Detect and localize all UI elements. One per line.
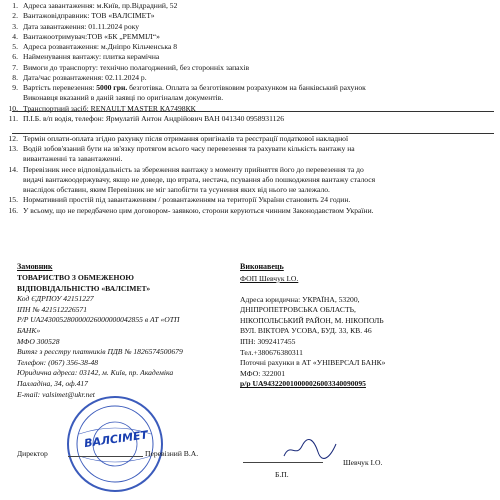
signature-line bbox=[243, 462, 323, 463]
contractor-address: НІКОПОЛЬСЬКИЙ РАЙОН, М. НІКОПОЛЬ bbox=[240, 315, 384, 325]
director-name: Перевізний В.А. bbox=[145, 449, 199, 458]
list-item: 12. Термін оплати-оплата згідно рахунку після отримання оригіналів та реєстрації податкової накладної bbox=[8, 134, 349, 143]
list-item: 16. У всьому, що не передбачено цим договором- заявкою, сторони керуються чинним Законодавством України. bbox=[8, 205, 374, 215]
list-item: 11. П.І.Б. в/п водія, телефон: Ярмулатій Антон Андрійович ВАН 041340 0958931126 bbox=[8, 113, 284, 123]
contractor-name: ФОП Шевчук І.О. bbox=[240, 274, 299, 283]
terms-list-top bbox=[6, 1, 494, 124]
contractor-ipn: ІПН: 3092417455 bbox=[240, 336, 296, 346]
list-item-continuation: видачі вантажоодержувачу, якщо не доведе, що втрата, нестача, псування або пошкодження вантажу сталося bbox=[23, 174, 376, 184]
list-item-continuation: Виконавця вказаний в даній заявці по оригіналам документів. bbox=[23, 93, 224, 103]
contractor-signer: Шевчук І.О. bbox=[343, 458, 383, 467]
customer-ipn: ІПН № 421512226571 bbox=[17, 304, 88, 314]
list-item: 13. Водій зобов'язаний бути на зв'язку протягом всього часу перевезення та рахувати кількість вантажу на bbox=[8, 144, 355, 154]
customer-vat: Витяг з реєстру платників ПДВ № 1826574500679 bbox=[17, 347, 183, 357]
signature-icon bbox=[280, 436, 340, 462]
list-item: 4. Вантажоотримувач:ТОВ «БК „РЕММІЛ“» bbox=[12, 31, 160, 41]
contractor-address: Адреса юридична: УКРАЇНА, 53200, bbox=[240, 294, 360, 304]
customer-heading: Замовник bbox=[17, 262, 53, 271]
list-item: 14. Перевізник несе відповідальність за збереження вантажу з моменту прийняття його до перевезення та до bbox=[8, 164, 364, 174]
contractor-address: ВУЛ. ВІКТОРА УСОВА, БУД. 33, КВ. 46 bbox=[240, 326, 372, 336]
list-item-continuation: вивантаженні та завантаженні. bbox=[23, 154, 123, 164]
contractor-account: р/р UA943220010000026003340090095 bbox=[240, 379, 366, 389]
director-label: Директор bbox=[17, 449, 48, 458]
customer-mfo: МФО 300528 bbox=[17, 336, 60, 346]
list-item: 15. Нормативний простій під завантаженням / розвантаженням на території України становить 24 годин. bbox=[8, 195, 351, 205]
customer-address-cont: Палладіна, 34, оф.417 bbox=[17, 378, 88, 388]
customer-name-line1: ТОВАРИСТВО З ОБМЕЖЕНОЮ bbox=[17, 273, 134, 282]
contractor-mfo: МФО: 322001 bbox=[240, 368, 286, 378]
list-item: 7. Вимоги до транспорту: технічно полагоджений, без сторонніх запахів bbox=[12, 62, 250, 72]
customer-name-line2: ВІДПОВІДАЛЬНІСТЮ «ВАЛСІМЕТ» bbox=[17, 283, 151, 293]
list-item: 2. Вантажовідправник: ТОВ «ВАЛСІМЕТ» bbox=[12, 11, 155, 21]
customer-email: E-mail: valsimet@ukr.net bbox=[17, 389, 95, 399]
list-item: 6. Найменування вантажу: плитка керамічна bbox=[12, 52, 160, 62]
stamp-text: ВАЛСІМЕТ bbox=[83, 428, 149, 451]
contractor-details bbox=[240, 274, 492, 390]
contractor-account-label: Поточні рахунки в АТ «УНІВЕРСАЛ БАНК» bbox=[240, 358, 386, 368]
contractor-phone: Тел.+380676380311 bbox=[240, 347, 303, 357]
signature-line bbox=[68, 456, 143, 457]
list-item: 9. Вартість перевезення: 5000 грн. безготівка. Оплата за безготівковим розрахунком на банківський рахунок bbox=[12, 83, 366, 92]
customer-account: Р/Р UA243005280000026000000042855 в АТ «ОТП bbox=[17, 315, 180, 325]
customer-account-bank: БАНК» bbox=[17, 325, 41, 335]
list-item: 8. Дата/час розвантаження: 02.11.2024 р. bbox=[12, 72, 147, 82]
list-item-continuation: внаслідок обставин, яким Перевізник не міг запобігти та усунення яких від нього не залежало. bbox=[23, 185, 330, 195]
customer-phone: Телефон: (067) 356-38-48 bbox=[17, 357, 99, 367]
divider bbox=[12, 111, 494, 112]
customer-details bbox=[17, 273, 225, 400]
list-item: 1. Адреса завантаження: м.Київ, пр.Відрадний, 52 bbox=[12, 1, 178, 10]
terms-list-bottom bbox=[6, 134, 494, 216]
list-item: 10. Транспортний засіб: RENAULT MASTER КА7498КК bbox=[8, 103, 196, 113]
list-item: 5. Адреса розвантаження: м.Дніпро Кільченська 8 bbox=[12, 42, 178, 51]
stamp-place-label: Б.П. bbox=[275, 470, 289, 479]
contractor-heading: Виконавець bbox=[240, 262, 284, 271]
customer-address: Юридична адреса: 03142, м. Київ, пр. Академіка bbox=[17, 368, 174, 378]
list-item: 3. Дата завантаження: 01.11.2024 року bbox=[12, 21, 140, 31]
contractor-address: ДНІПРОПЕТРОВСЬКА ОБЛАСТЬ, bbox=[240, 305, 356, 315]
customer-edrpou: Код ЄДРПОУ 42151227 bbox=[17, 294, 94, 304]
